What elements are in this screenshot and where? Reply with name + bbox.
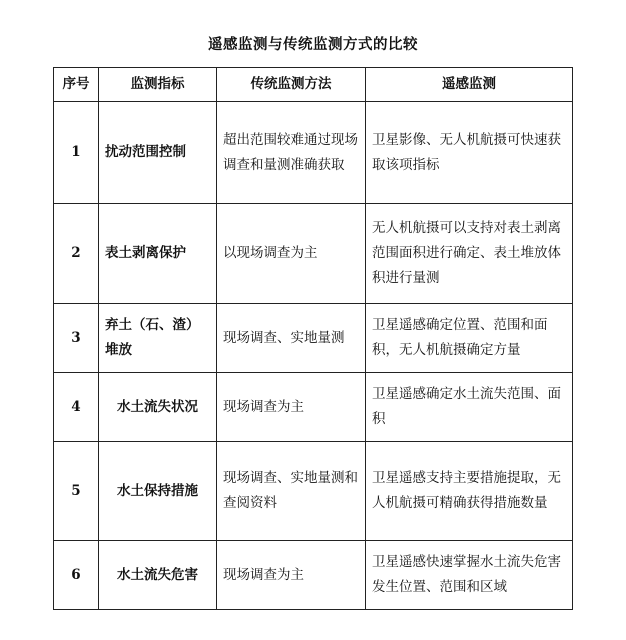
row-no: 6 — [54, 541, 99, 610]
row-indicator: 扰动范围控制 — [99, 102, 217, 204]
row-traditional: 以现场调查为主 — [217, 204, 366, 304]
row-no: 1 — [54, 102, 99, 204]
row-indicator: 弃土（石、渣）堆放 — [99, 304, 217, 373]
row-remote: 卫星遥感支持主要措施提取，无人机航摄可精确获得措施数量 — [366, 442, 573, 541]
row-no: 3 — [54, 304, 99, 373]
row-traditional: 现场调查、实地量测和查阅资料 — [217, 442, 366, 541]
row-remote: 卫星遥感确定位置、范围和面积，无人机航摄确定方量 — [366, 304, 573, 373]
row-remote: 卫星影像、无人机航摄可快速获取该项指标 — [366, 102, 573, 204]
header-indicator: 监测指标 — [99, 68, 217, 102]
table-row — [54, 102, 573, 204]
table-row — [54, 204, 573, 304]
table-row — [54, 541, 573, 610]
comparison-table — [53, 67, 573, 610]
row-remote: 卫星遥感确定水土流失范围、面积 — [366, 373, 573, 442]
row-indicator: 水土保持措施 — [99, 442, 217, 541]
table-row — [54, 373, 573, 442]
header-remote: 遥感监测 — [366, 68, 573, 102]
row-no: 5 — [54, 442, 99, 541]
row-remote: 无人机航摄可以支持对表土剥离范围面积进行确定、表土堆放体积进行量测 — [366, 204, 573, 304]
header-row — [54, 68, 573, 102]
row-indicator: 表土剥离保护 — [99, 204, 217, 304]
row-indicator: 水土流失状况 — [99, 373, 217, 442]
row-indicator: 水土流失危害 — [99, 541, 217, 610]
row-traditional: 现场调查为主 — [217, 541, 366, 610]
row-no: 2 — [54, 204, 99, 304]
header-no: 序号 — [54, 68, 99, 102]
row-no: 4 — [54, 373, 99, 442]
table-row — [54, 304, 573, 373]
row-traditional: 现场调查、实地量测 — [217, 304, 366, 373]
table-title: 遥感监测与传统监测方式的比较 — [208, 37, 418, 53]
header-traditional: 传统监测方法 — [217, 68, 366, 102]
row-traditional: 现场调查为主 — [217, 373, 366, 442]
table-row — [54, 442, 573, 541]
row-traditional: 超出范围较难通过现场调查和量测准确获取 — [217, 102, 366, 204]
row-remote: 卫星遥感快速掌握水土流失危害发生位置、范围和区域 — [366, 541, 573, 610]
